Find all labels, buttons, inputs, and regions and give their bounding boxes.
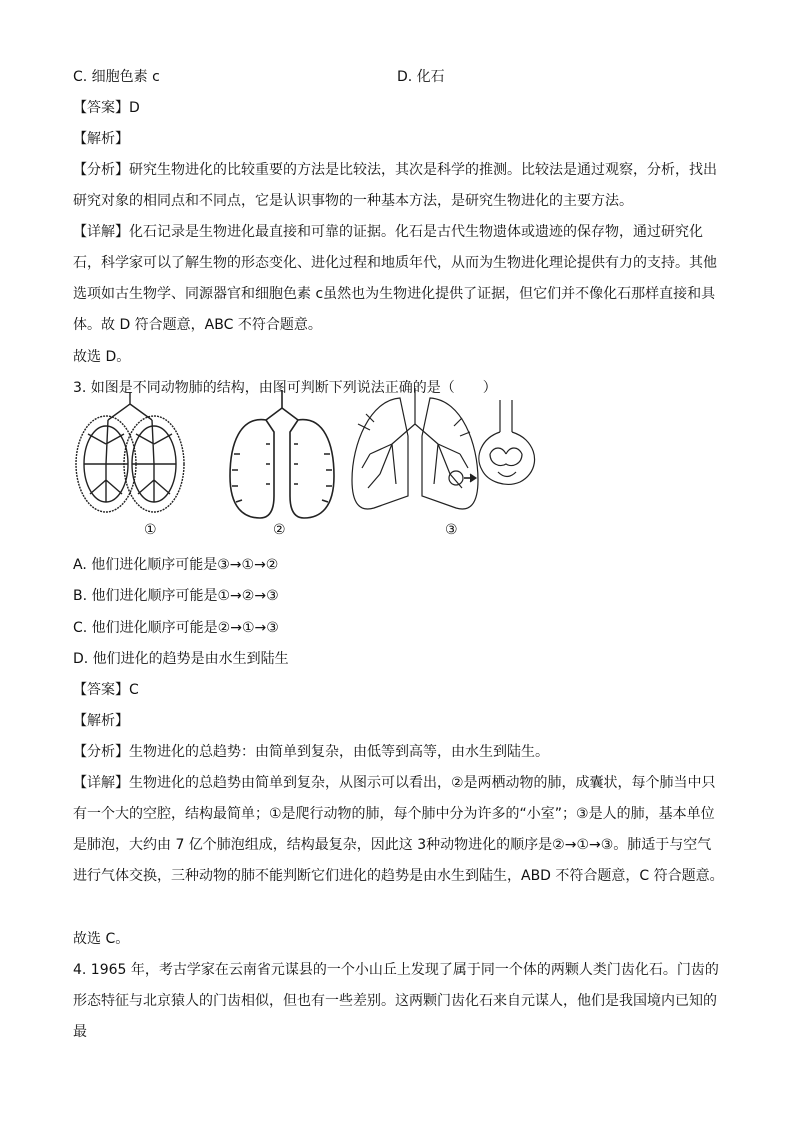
figure-label-2: ② xyxy=(273,522,286,538)
q3-analysis: 【分析】生物进化的总趋势：由简单到复杂，由低等到高等，由水生到陆生。 xyxy=(73,744,549,760)
human-lung-drawing xyxy=(352,388,535,509)
q2-detail: 【详解】化石记录是生物进化最直接和可靠的证据。化石是古代生物遗体或遗迹的保存物，通过研究化石，科学家可以了解生物的形态变化、进化过程和地质年代，从而为生物进化理论提供有力的支持。其他选项如古生物学、同源器官和细胞色素 c虽然也为生物进化提供了证据，但它们并不像化石那样直接和具体。故 D 符合题意，ABC 不符合题意。 xyxy=(73,224,717,333)
q3-option-c: C. 他们进化顺序可能是②→①→③ xyxy=(73,620,279,636)
q3-option-b: B. 他们进化顺序可能是①→②→③ xyxy=(73,588,279,604)
q3-conclusion: 故选 C。 xyxy=(73,931,130,947)
reptile-lung-drawing xyxy=(76,392,184,512)
q3-detail: 【详解】生物进化的总趋势由简单到复杂，从图示可以看出，②是两栖动物的肺，成囊状，每个肺当中只有一个大的空腔，结构最简单；①是爬行动物的肺，每个肺中分为许多的“小室”；③是人的肺，基本单位是肺泡，大约由 7 亿个肺泡组成，结构最复杂，因此这 3种动物进化的顺序是②→①→③。肺适于与空气进行气体交换，三种动物的肺不能判断它们进化的趋势是由水生到陆生，ABD 不符合题意，C 符合题意。 xyxy=(73,775,724,884)
q3-analysis-heading: 【解析】 xyxy=(73,713,129,729)
q2-analysis: 【分析】研究生物进化的比较重要的方法是比较法，其次是科学的推测。比较法是通过观察，分析，找出研究对象的相同点和不同点，它是认识事物的一种基本方法，是研究生物进化的主要方法。 xyxy=(73,162,717,209)
q3-option-d: D. 他们进化的趋势是由水生到陆生 xyxy=(73,651,289,667)
q3-answer: 【答案】C xyxy=(73,682,139,698)
q3-option-a: A. 他们进化顺序可能是③→①→② xyxy=(73,557,279,573)
q3-stem: 3. 如图是不同动物肺的结构，由图可判断下列说法正确的是（ ） xyxy=(73,380,497,396)
q2-option-c: C. 细胞色素 c xyxy=(73,69,160,85)
q2-conclusion: 故选 D。 xyxy=(73,349,131,365)
q2-option-d: D. 化石 xyxy=(397,69,445,85)
figure-label-3: ③ xyxy=(445,522,458,538)
q2-answer: 【答案】D xyxy=(73,100,140,116)
lung-diagrams xyxy=(70,384,550,544)
lung-structure-figure xyxy=(70,384,550,544)
q2-analysis-heading: 【解析】 xyxy=(73,131,129,147)
amphibian-lung-drawing xyxy=(230,390,334,518)
q4-stem: 4. 1965 年，考古学家在云南省元谋县的一个小山丘上发现了属于同一个体的两颗人类门齿化石。门齿的形态特征与北京猿人的门齿相似，但也有一些差别。这两颗门齿化石来自元谋人，他们是我国境内已知的最 xyxy=(73,962,719,1040)
figure-label-1: ① xyxy=(144,522,157,538)
